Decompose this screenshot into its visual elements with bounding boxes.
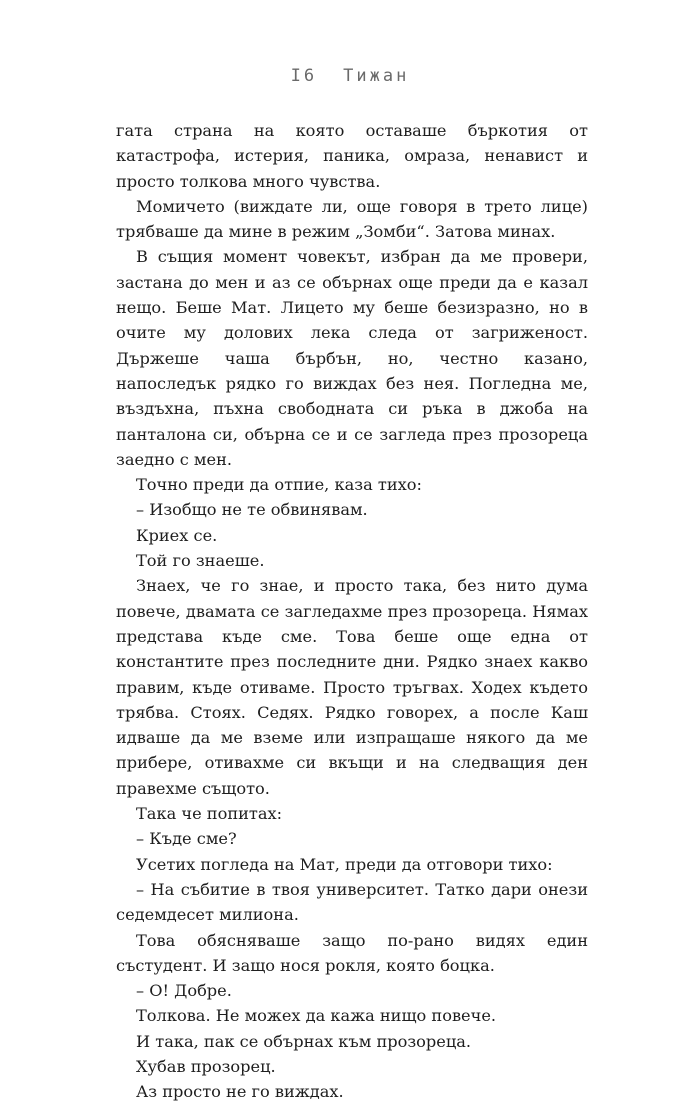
body-text — [116, 118, 588, 1105]
paragraph: В същия момент човекът, избран да ме провери, застана до мен и аз се обърнах още преди да е казал нещо. Беше Мат. Лицето му беше безизразно, но в очите му долових лека следа от загриженост. Държеше чаша бърбън, но, честно казано, напоследък рядко го виждах без нея. Погледна ме, въздъхна, пъхна свободната си ръка в джоба на панталона си, обърна се и се загледа през прозореца заедно с мен. — [116, 247, 588, 469]
paragraph: Момичето (виждате ли, още говоря в трето лице) трябваше да мине в режим „Зомби“. Затова минах. — [116, 196, 588, 242]
paragraph: Така че попитах: — [136, 804, 283, 824]
paragraph: Толкова. Не можех да кажа нищо повече. — [136, 1006, 497, 1026]
dialogue-line: – Изобщо не те обвинявам. — [136, 500, 368, 520]
paragraph: гата страна на която оставаше бъркотия от катастрофа, истерия, паника, омраза, ненавист и просто толкова много чувства. — [116, 121, 588, 191]
paragraph: Усетих погледа на Мат, преди да отговори тихо: — [136, 854, 553, 874]
dialogue-line: – О! Добре. — [136, 981, 232, 1001]
paragraph: Това обясняваше защо по-рано видях един състудент. И защо нося рокля, която боцка. — [116, 930, 588, 975]
dialogue-line: – На събитие в твоя университет. Татко дари онези седемдесет милиона. — [116, 879, 588, 925]
paragraph: Той го знаеше. — [136, 551, 265, 571]
author-name: Тижан — [343, 66, 410, 86]
dialogue-line: – Къде сме? — [136, 829, 237, 849]
paragraph: Хубав прозорец. — [136, 1056, 276, 1076]
page-number: I6 — [290, 66, 318, 86]
paragraph: Аз просто не го виждах. — [136, 1082, 344, 1102]
paragraph: Знаех, че го знае, и просто така, без нито дума повече, двамата се загледахме през прозореца. Нямах представа къде сме. Това беше още една от константите през последните дни. Рядко знаех какво правим, къде отиваме. Просто тръгвах. Ходех където трябва. Стоях. Седях. Рядко говорех, а после Каш идваше да ме вземе или изпращаше някого да ме прибере, отивахме си вкъщи и на следващия ден правехме същото. — [116, 576, 588, 798]
running-header — [0, 66, 700, 86]
paragraph: И така, пак се обърнах към прозореца. — [136, 1031, 472, 1051]
paragraph: Точно преди да отпие, каза тихо: — [136, 475, 422, 495]
paragraph: Криех се. — [136, 525, 218, 545]
